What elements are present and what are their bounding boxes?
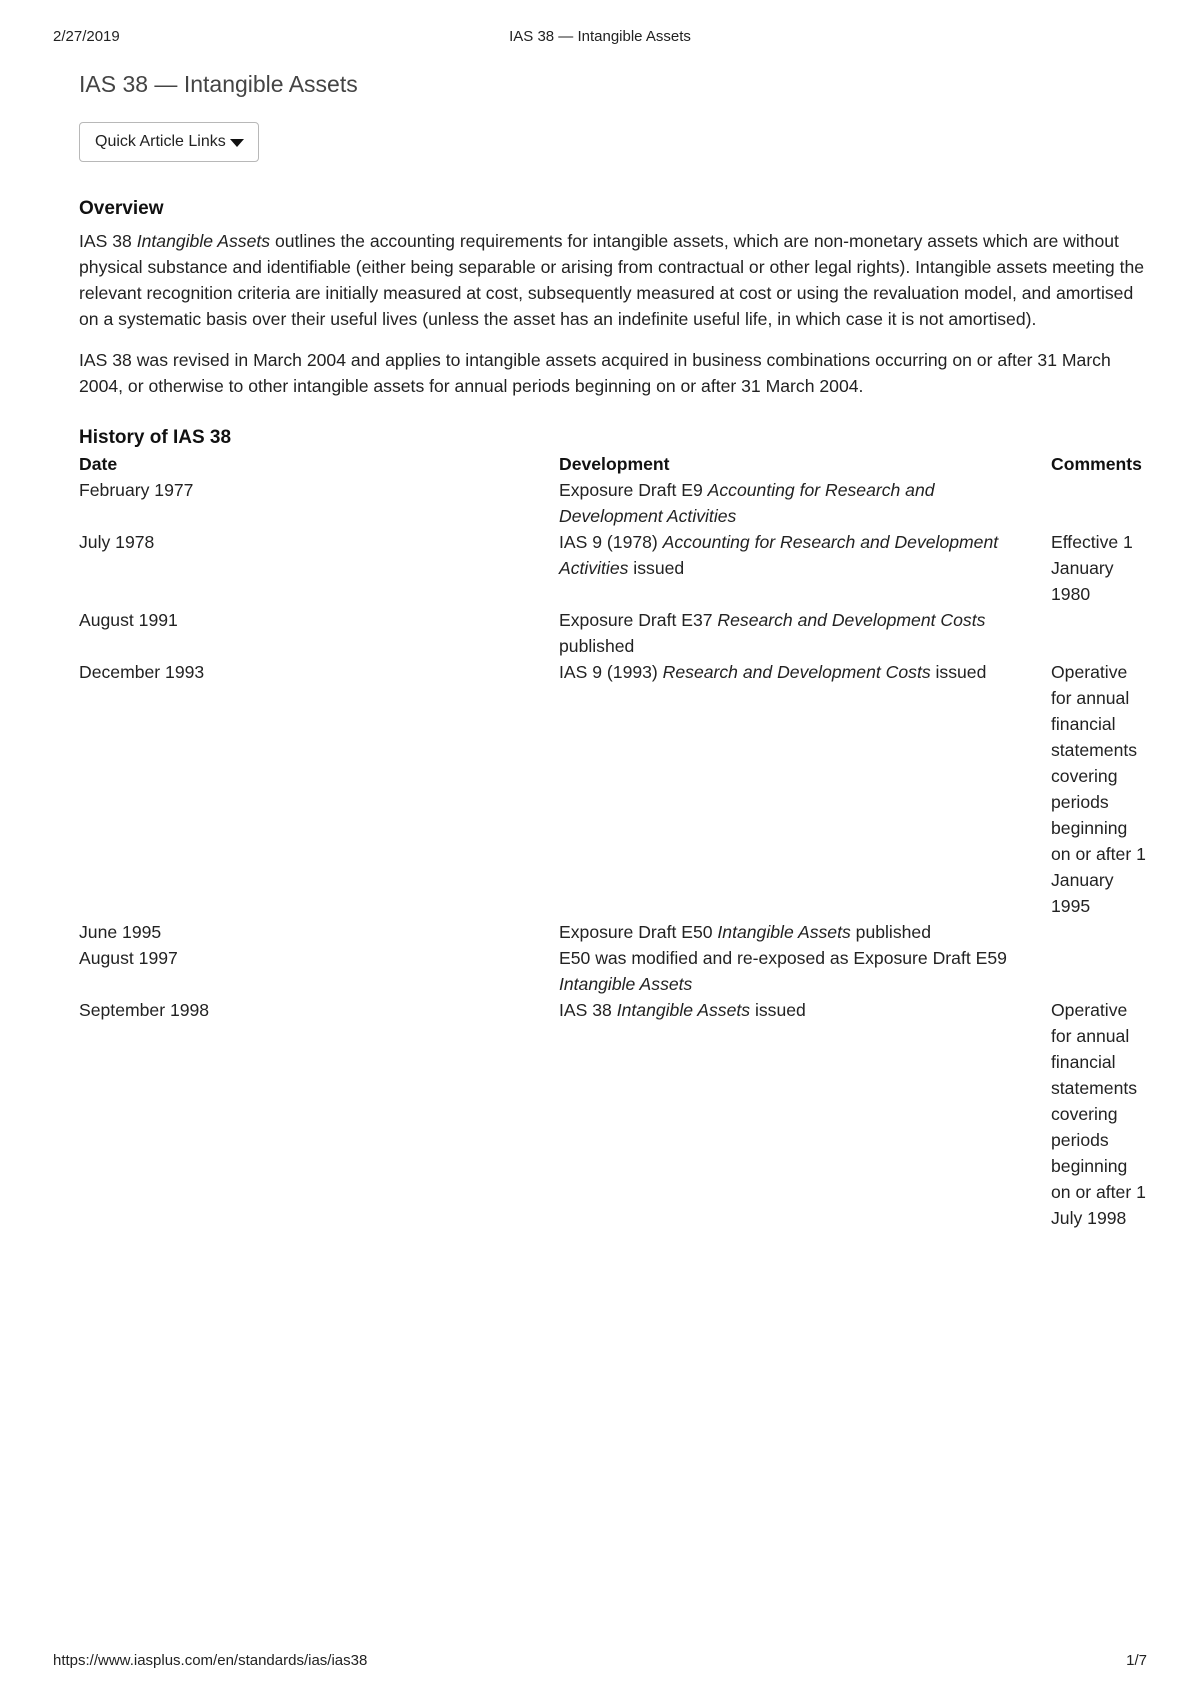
- row-comment: Operative for annual financial statements covering periods beginning on or after 1 January 1995: [1051, 662, 1146, 916]
- table-row: [79, 945, 1151, 997]
- article-content: [79, 68, 1151, 1231]
- page-title: IAS 38 — Intangible Assets: [79, 71, 358, 97]
- overview-heading: Overview: [79, 198, 164, 219]
- row-comment: [1051, 945, 1151, 997]
- row-development: E50 was modified and re-exposed as Exposure Draft E59 Intangible Assets: [559, 948, 1007, 994]
- print-url: https://www.iasplus.com/en/standards/ias/ias38: [53, 1652, 368, 1669]
- table-row: [79, 659, 1151, 919]
- row-development: Exposure Draft E50 Intangible Assets published: [559, 922, 931, 942]
- row-date: February 1977: [79, 480, 194, 500]
- overview-p1-start: IAS 38: [79, 231, 137, 251]
- row-date: September 1998: [79, 1000, 210, 1020]
- overview-p1-rest: outlines the accounting requirements for intangible assets, which are non-monetary assets which are without physical substance and identifiable (either being separable or arising from contractual or other legal rights). Intangible assets meeting the relevant recognition criteria are initially measured at cost, subsequently measured at cost or using the revaluation model, and amortised on a systematic basis over their useful lives (unless the asset has an indefinite useful life, in which case it is not amortised).: [79, 231, 1145, 329]
- table-row: [79, 997, 1151, 1231]
- row-development: Exposure Draft E37 Research and Development Costs published: [559, 610, 986, 656]
- table-row: [79, 607, 1151, 659]
- page-number: 1/7: [1126, 1652, 1147, 1669]
- print-doc-title: IAS 38 — Intangible Assets: [509, 28, 691, 45]
- history-heading: History of IAS 38: [79, 427, 232, 448]
- row-development: IAS 9 (1993) Research and Development Costs issued: [559, 662, 987, 682]
- overview-paragraph-2: IAS 38 was revised in March 2004 and applies to intangible assets acquired in business combinations occurring on or after 31 March 2004, or otherwise to other intangible assets for annual periods beginning on or after 31 March 2004.: [79, 350, 1111, 396]
- row-date: June 1995: [79, 922, 162, 942]
- quick-article-links-button[interactable]: [79, 122, 259, 162]
- row-comment: [1051, 919, 1151, 945]
- history-table: [79, 451, 1151, 1231]
- standard-name-italic: Intangible Assets: [136, 231, 271, 251]
- caret-down-icon: [230, 139, 244, 147]
- overview-paragraph-1: [79, 228, 1151, 332]
- table-row: [79, 477, 1151, 529]
- row-development: IAS 9 (1978) Accounting for Research and Development Activities issued: [559, 532, 999, 578]
- row-development: IAS 38 Intangible Assets issued: [559, 1000, 806, 1020]
- print-date: 2/27/2019: [53, 28, 120, 45]
- history-header-row: [79, 451, 1151, 477]
- row-comment: Effective 1 January 1980: [1051, 532, 1133, 604]
- row-date: July 1978: [79, 532, 155, 552]
- column-header-comments: Comments: [1051, 454, 1142, 474]
- quick-article-links-label: Quick Article Links: [95, 133, 226, 150]
- table-row: [79, 919, 1151, 945]
- row-comment: [1051, 477, 1151, 529]
- table-row: [79, 529, 1151, 607]
- row-date: December 1993: [79, 662, 205, 682]
- row-date: August 1997: [79, 948, 178, 968]
- row-comment: Operative for annual financial statements covering periods beginning on or after 1 July 1998: [1051, 1000, 1146, 1228]
- print-header: [53, 28, 1147, 48]
- row-comment: [1051, 607, 1151, 659]
- row-development: Exposure Draft E9 Accounting for Research and Development Activities: [559, 480, 935, 526]
- print-footer: [53, 1652, 1147, 1672]
- row-date: August 1991: [79, 610, 178, 630]
- column-header-date: Date: [79, 454, 118, 474]
- column-header-development: Development: [559, 454, 670, 474]
